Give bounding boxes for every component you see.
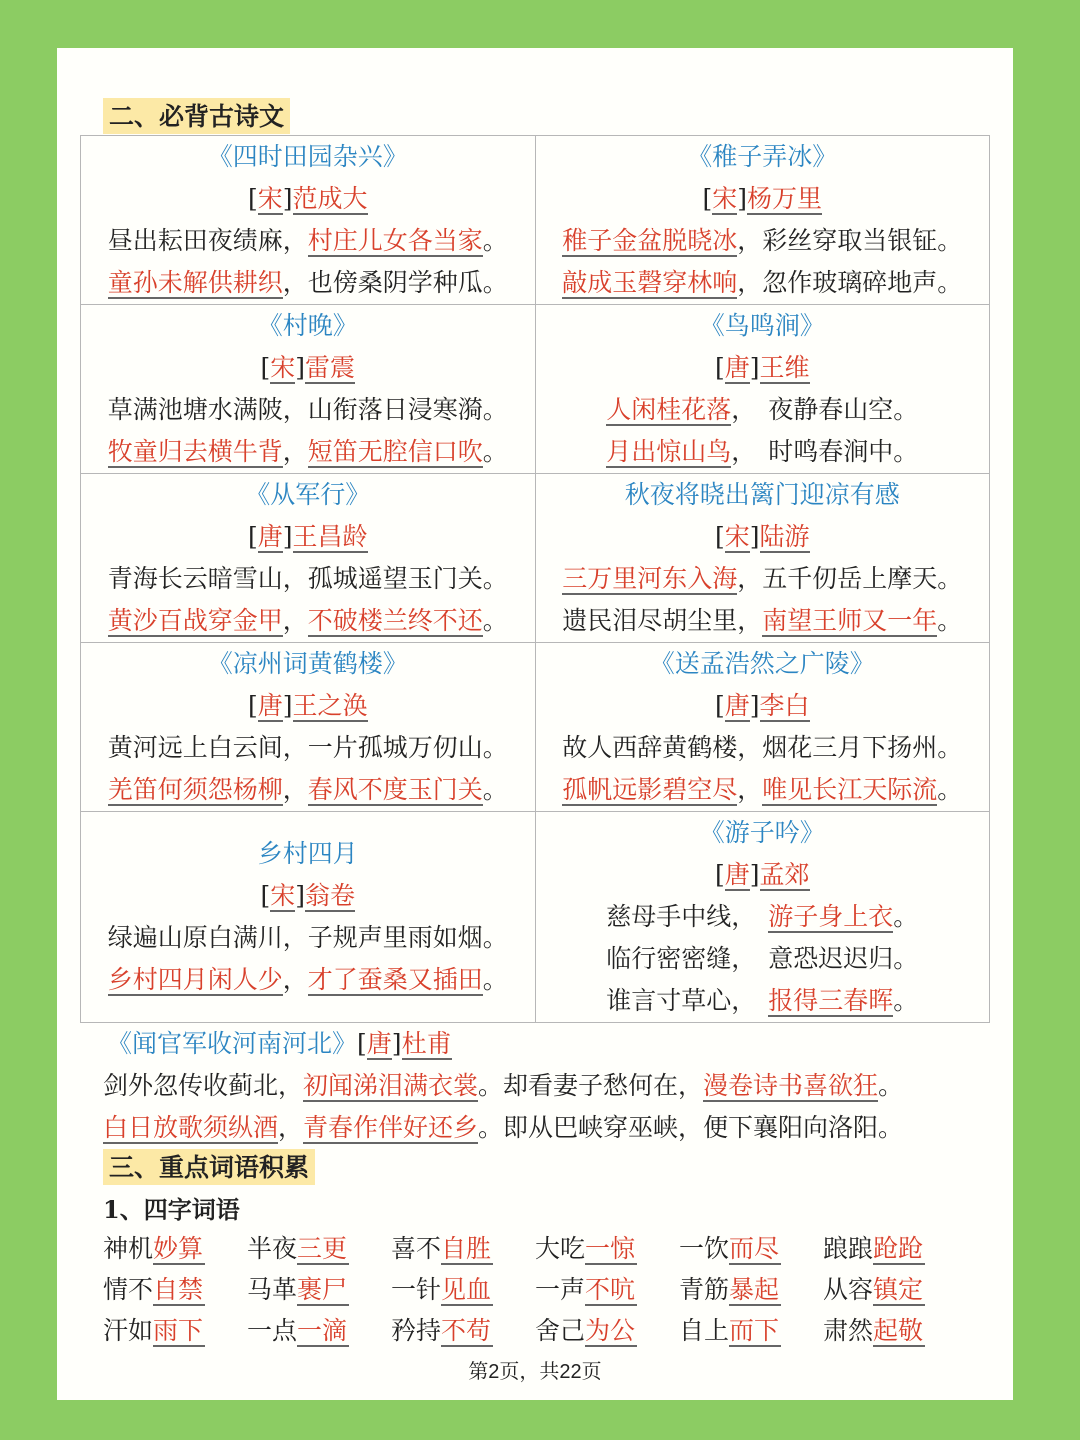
bracket: [ — [357, 1029, 367, 1058]
poem-cell — [81, 136, 536, 305]
line-text: 草满池塘水满陂，山衔落日浸寒漪。 — [107, 395, 508, 424]
idiom-prefix: 舍己 — [535, 1315, 586, 1345]
poem-author — [536, 516, 990, 558]
idiom — [103, 1229, 247, 1265]
poem-line — [536, 938, 990, 980]
idiom-answer: 不苟 — [441, 1315, 492, 1345]
idiom-prefix: 从容 — [823, 1274, 874, 1304]
poem-author — [536, 347, 990, 389]
poem-title: 《凉州词黄鹤楼》 — [207, 649, 408, 678]
poem-line — [81, 262, 535, 304]
poem-line — [103, 1107, 983, 1149]
dynasty: 唐 — [724, 691, 750, 720]
subsection-title: 1、四字词语 — [103, 1195, 240, 1224]
idiom — [535, 1229, 679, 1265]
idiom — [247, 1229, 391, 1265]
highlight-text: 唯见长江天际流 — [762, 775, 938, 804]
idiom-prefix: 踉踉 — [823, 1233, 874, 1263]
poem-line — [81, 220, 535, 262]
line-text: 黄河远上白云间，一片孤城万仞山。 — [107, 733, 508, 762]
poem-line — [81, 600, 535, 642]
idiom-prefix: 神机 — [103, 1233, 154, 1263]
dynasty: 宋 — [712, 184, 738, 213]
line-text: 昼出耘田夜绩麻， — [107, 226, 308, 255]
poem-line — [81, 917, 535, 959]
bracket: ] — [391, 1029, 402, 1058]
idiom-answer: 裹尸 — [297, 1274, 348, 1304]
poem-line — [81, 431, 535, 473]
poem-author — [81, 685, 535, 727]
bracket: ] — [282, 184, 293, 213]
line-text: 。即从巴峡穿巫峡，便下襄阳向洛阳。 — [478, 1113, 904, 1142]
line-text: 。 — [482, 775, 508, 804]
line-text: ， — [737, 775, 763, 804]
line-text: 夜静春山空。 — [768, 395, 919, 424]
poem-line — [536, 431, 990, 473]
bracket: [ — [247, 522, 258, 551]
idiom — [679, 1270, 823, 1306]
bracket: [ — [260, 881, 271, 910]
line-text: 。 — [937, 606, 963, 635]
idiom-prefix: 一点 — [247, 1315, 298, 1345]
poem-cell — [535, 812, 990, 1023]
bracket: ] — [749, 860, 760, 889]
line-text: 遗民泪尽胡尘里， — [562, 606, 763, 635]
idiom-prefix: 青筋 — [679, 1274, 730, 1304]
line-text: 意恐迟迟归。 — [768, 944, 919, 973]
extra-poem-heading — [103, 1023, 983, 1065]
poem-line — [536, 600, 990, 642]
idiom-answer: 一惊 — [585, 1233, 636, 1263]
line-text: ， — [282, 437, 308, 466]
highlight-text: 敲成玉磬穿林响 — [562, 268, 738, 297]
poem-line — [536, 980, 990, 1022]
poem-author — [81, 516, 535, 558]
idiom — [823, 1311, 967, 1347]
idiom — [103, 1270, 247, 1306]
idiom-prefix: 汗如 — [103, 1315, 154, 1345]
idiom-prefix: 喜不 — [391, 1233, 442, 1263]
poem-cell — [535, 643, 990, 812]
author-name: 翁卷 — [305, 881, 356, 910]
page-footer: 第2页，共22页 — [468, 1361, 602, 1383]
idiom-answer: 雨下 — [153, 1315, 204, 1345]
line-text: ， — [282, 965, 308, 994]
highlight-text: 三万里河东入海 — [562, 564, 738, 593]
bracket: [ — [260, 353, 271, 382]
idiom-answer: 而下 — [729, 1315, 780, 1345]
poem-title: 秋夜将晓出篱门迎凉有感 — [624, 480, 900, 509]
idiom — [679, 1229, 823, 1265]
highlight-text: 村庄儿女各当家 — [307, 226, 483, 255]
idiom-answer: 自禁 — [153, 1274, 204, 1304]
poem-line — [81, 389, 535, 431]
idiom-answer: 而尽 — [729, 1233, 780, 1263]
bracket: ] — [749, 522, 760, 551]
poem-cell — [81, 812, 536, 1023]
author-name: 李白 — [759, 691, 810, 720]
idiom-prefix: 矜持 — [391, 1315, 442, 1345]
poem-title: 《闻官军收河南河北》 — [107, 1029, 358, 1058]
poem-line — [536, 727, 990, 769]
line-text: ， — [278, 1113, 304, 1142]
bracket: [ — [247, 184, 258, 213]
author-name: 杨万里 — [747, 184, 823, 213]
idiom — [391, 1270, 535, 1306]
highlight-text: 黄沙百战穿金甲 — [107, 606, 283, 635]
poem-line — [536, 262, 990, 304]
idiom — [823, 1229, 967, 1265]
bracket: ] — [295, 353, 306, 382]
bracket: [ — [714, 860, 725, 889]
poem-author — [81, 178, 535, 220]
line-text: 故人西辞黄鹤楼，烟花三月下扬州。 — [562, 733, 963, 762]
highlight-text: 童孙未解供耕织 — [107, 268, 283, 297]
poem-cell — [81, 305, 536, 474]
bracket: [ — [714, 353, 725, 382]
highlight-text: 南望王师又一年 — [762, 606, 938, 635]
line-text: 。 — [482, 437, 508, 466]
line-text: 。 — [893, 902, 919, 931]
poem-title: 《从军行》 — [245, 480, 371, 509]
idiom-answer: 跄跄 — [873, 1233, 924, 1263]
bracket: [ — [714, 522, 725, 551]
dynasty: 宋 — [724, 522, 750, 551]
highlight-text: 才了蚕桑又插田 — [307, 965, 483, 994]
poem-line — [536, 558, 990, 600]
line-text: 时鸣春涧中。 — [768, 437, 919, 466]
idiom-prefix: 肃然 — [823, 1315, 874, 1345]
line-text: 。 — [937, 775, 963, 804]
highlight-text: 春风不度玉门关 — [307, 775, 483, 804]
author-name: 王昌龄 — [292, 522, 368, 551]
word-row — [103, 1226, 967, 1267]
idiom — [391, 1229, 535, 1265]
bracket: ] — [749, 691, 760, 720]
poem-cell — [535, 305, 990, 474]
highlight-text: 游子身上衣 — [768, 902, 894, 931]
line-text: 。却看妻子愁何在， — [478, 1071, 704, 1100]
highlight-text: 漫卷诗书喜欲狂 — [703, 1071, 879, 1100]
poem-author — [81, 875, 535, 917]
poem-line — [81, 769, 535, 811]
highlight-text: 羌笛何须怨杨柳 — [107, 775, 283, 804]
idiom-answer: 见血 — [441, 1274, 492, 1304]
poem-title: 《送孟浩然之广陵》 — [649, 649, 875, 678]
poem-cell — [535, 136, 990, 305]
line-text: 剑外忽传收蓟北， — [103, 1071, 304, 1100]
line-text: ，也傍桑阴学种瓜。 — [282, 268, 508, 297]
line-text: ， — [282, 606, 308, 635]
author-name: 雷震 — [305, 353, 356, 382]
highlight-text: 孤帆远影碧空尽 — [562, 775, 738, 804]
idiom-prefix: 自上 — [679, 1315, 730, 1345]
section-title-vocabulary: 三、重点词语积累 — [103, 1149, 315, 1185]
poem-title: 《村晚》 — [257, 311, 358, 340]
idiom-answer: 暴起 — [729, 1274, 780, 1304]
line-text: 临行密密缝， — [606, 944, 757, 973]
highlight-text: 青春作伴好还乡 — [303, 1113, 479, 1142]
dynasty: 唐 — [366, 1029, 392, 1058]
poem-line — [536, 896, 990, 938]
highlight-text: 报得三春晖 — [768, 986, 894, 1015]
idiom-answer: 三更 — [297, 1233, 348, 1263]
line-text: 慈母手中线， — [606, 902, 757, 931]
poem-line — [103, 1065, 983, 1107]
idiom-answer: 起敬 — [873, 1315, 924, 1345]
idiom — [391, 1311, 535, 1347]
word-row — [103, 1308, 967, 1349]
poem-title: 乡村四月 — [257, 839, 358, 868]
highlight-text: 白日放歌须纵酒 — [103, 1113, 279, 1142]
poem-line — [81, 959, 535, 1001]
idiom — [679, 1311, 823, 1347]
bracket: [ — [702, 184, 713, 213]
idiom-answer: 为公 — [585, 1315, 636, 1345]
bracket: ] — [282, 691, 293, 720]
bracket: ] — [282, 522, 293, 551]
line-text: 。 — [482, 965, 508, 994]
author-name: 孟郊 — [759, 860, 810, 889]
dynasty: 唐 — [257, 522, 283, 551]
idiom-prefix: 一饮 — [679, 1233, 730, 1263]
line-text: ， — [731, 395, 757, 424]
poem-title: 《四时田园杂兴》 — [207, 142, 408, 171]
idiom-prefix: 情不 — [103, 1274, 154, 1304]
document-page — [57, 48, 1013, 1400]
poem-table — [80, 135, 990, 1023]
dynasty: 宋 — [270, 881, 296, 910]
poem-author — [536, 178, 990, 220]
bracket: [ — [714, 691, 725, 720]
bracket: ] — [749, 353, 760, 382]
line-text: 谁言寸草心， — [606, 986, 757, 1015]
dynasty: 唐 — [257, 691, 283, 720]
author-name: 王维 — [759, 353, 810, 382]
idiom-prefix: 马革 — [247, 1274, 298, 1304]
line-text: ，五千仞岳上摩天。 — [737, 564, 963, 593]
poem-line — [536, 389, 990, 431]
poem-title: 《鸟鸣涧》 — [699, 311, 825, 340]
poem-author — [81, 347, 535, 389]
extra-poem — [103, 1023, 983, 1149]
idiom-answer: 不吭 — [585, 1274, 636, 1304]
idiom — [535, 1311, 679, 1347]
line-text: 。 — [482, 606, 508, 635]
highlight-text: 初闻涕泪满衣裳 — [303, 1071, 479, 1100]
idiom — [103, 1311, 247, 1347]
dynasty: 宋 — [257, 184, 283, 213]
idiom — [247, 1311, 391, 1347]
section-title-poems: 二、必背古诗文 — [103, 98, 290, 134]
author-name: 陆游 — [759, 522, 810, 551]
poem-cell — [535, 474, 990, 643]
poem-author — [536, 854, 990, 896]
poem-line — [81, 558, 535, 600]
poem-cell — [81, 643, 536, 812]
poem-line — [81, 727, 535, 769]
bracket: [ — [247, 691, 258, 720]
highlight-text: 月出惊山鸟 — [606, 437, 732, 466]
word-grid — [103, 1226, 967, 1349]
idiom-prefix: 一针 — [391, 1274, 442, 1304]
line-text: 绿遍山原白满川，子规声里雨如烟。 — [107, 923, 508, 952]
line-text: 。 — [482, 226, 508, 255]
idiom — [247, 1270, 391, 1306]
poem-line — [536, 220, 990, 262]
line-text: 。 — [878, 1071, 904, 1100]
line-text: ， — [282, 775, 308, 804]
dynasty: 唐 — [724, 353, 750, 382]
line-text: ，忽作玻璃碎地声。 — [737, 268, 963, 297]
idiom-prefix: 半夜 — [247, 1233, 298, 1263]
idiom-answer: 自胜 — [441, 1233, 492, 1263]
author-name: 杜甫 — [401, 1029, 452, 1058]
bracket: ] — [737, 184, 748, 213]
poem-line — [536, 769, 990, 811]
dynasty: 宋 — [270, 353, 296, 382]
highlight-text: 不破楼兰终不还 — [307, 606, 483, 635]
line-text: 青海长云暗雪山，孤城遥望玉门关。 — [107, 564, 508, 593]
word-row — [103, 1267, 967, 1308]
idiom-prefix: 大吃 — [535, 1233, 586, 1263]
idiom-answer: 妙算 — [153, 1233, 204, 1263]
poem-title: 《游子吟》 — [699, 818, 825, 847]
poem-cell — [81, 474, 536, 643]
highlight-text: 人闲桂花落 — [606, 395, 732, 424]
highlight-text: 乡村四月闲人少 — [107, 965, 283, 994]
highlight-text: 短笛无腔信口吹 — [307, 437, 483, 466]
line-text: 。 — [893, 986, 919, 1015]
poem-author — [536, 685, 990, 727]
highlight-text: 牧童归去横牛背 — [107, 437, 283, 466]
highlight-text: 稚子金盆脱晓冰 — [562, 226, 738, 255]
idiom-answer: 一滴 — [297, 1315, 348, 1345]
poem-title: 《稚子弄冰》 — [687, 142, 838, 171]
idiom — [535, 1270, 679, 1306]
line-text: ，彩丝穿取当银钲。 — [737, 226, 963, 255]
dynasty: 唐 — [724, 860, 750, 889]
author-name: 王之涣 — [292, 691, 368, 720]
idiom-prefix: 一声 — [535, 1274, 586, 1304]
author-name: 范成大 — [292, 184, 368, 213]
bracket: ] — [295, 881, 306, 910]
line-text: ， — [731, 437, 757, 466]
idiom — [823, 1270, 967, 1306]
idiom-answer: 镇定 — [873, 1274, 924, 1304]
